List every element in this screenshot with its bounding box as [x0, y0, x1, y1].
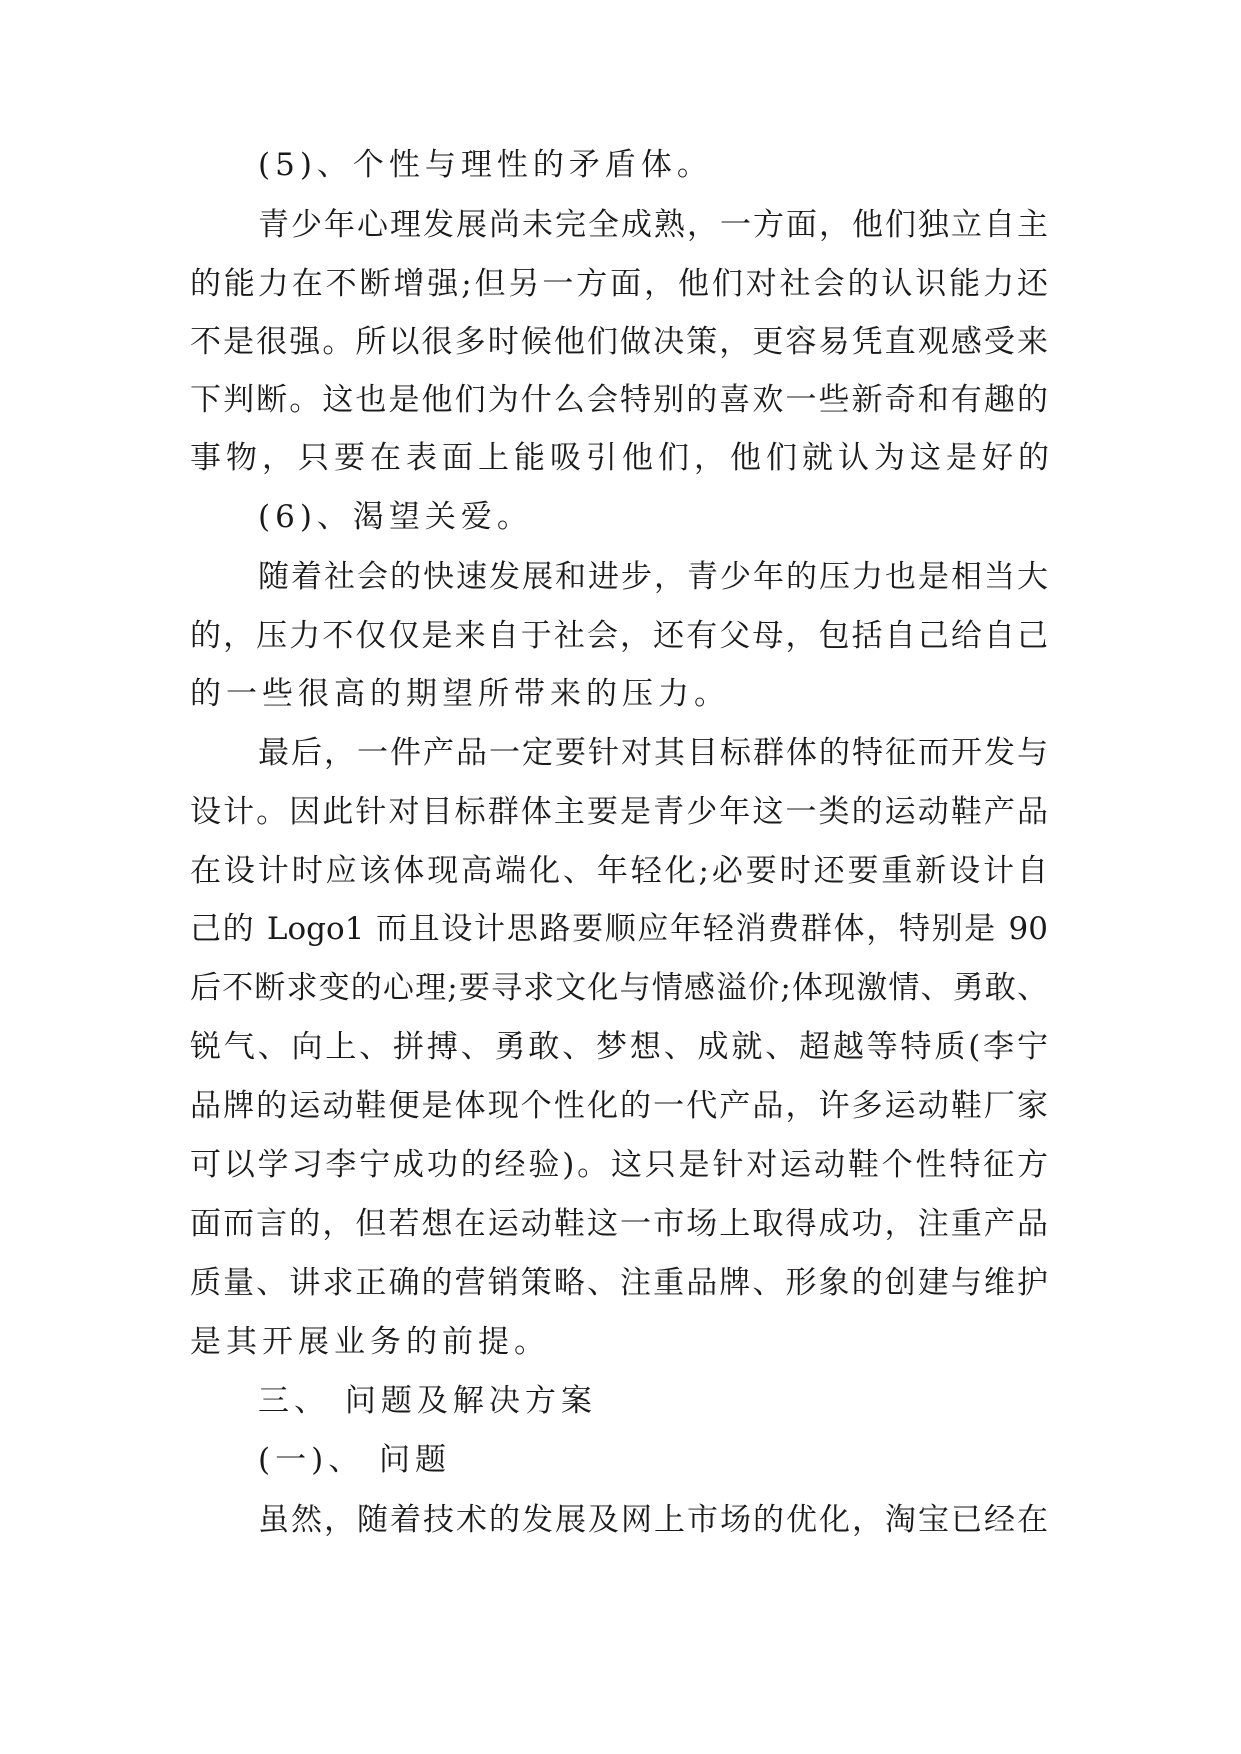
paragraph-line: 己的 Logo1 而且设计思路要顺应年轻消费群体，特别是 90 [190, 911, 1048, 947]
paragraph-line: 不是很强。所以很多时候他们做决策，更容易凭直观感受来 [190, 324, 1048, 360]
paragraph-line: 锐气、向上、拼搏、勇敢、梦想、成就、超越等特质(李宁 [190, 1029, 1048, 1065]
paragraph-line: 是其开展业务的前提。 [190, 1324, 550, 1360]
paragraph-line: 后不断求变的心理;要寻求文化与情感溢价;体现激情、勇敢、 [190, 970, 1048, 1006]
paragraph-line: 的能力在不断增强;但另一方面，他们对社会的认识能力还 [190, 266, 1048, 302]
section-heading: 三、 问题及解决方案 [258, 1383, 597, 1419]
paragraph-line: 品牌的运动鞋便是体现个性化的一代产品，许多运动鞋厂家 [190, 1088, 1048, 1124]
subsection-heading: (一)、 问题 [258, 1442, 452, 1478]
paragraph-line: 的一些很高的期望所带来的压力。 [190, 676, 730, 712]
paragraph-line: 质量、讲求正确的营销策略、注重品牌、形象的创建与维护 [190, 1265, 1048, 1301]
paragraph-line: 最后，一件产品一定要针对其目标群体的特征而开发与 [258, 735, 1048, 771]
heading-item-5: (5)、个性与理性的矛盾体。 [258, 147, 713, 183]
paragraph-line: 可以学习李宁成功的经验)。这只是针对运动鞋个性特征方 [190, 1147, 1048, 1183]
paragraph-line: 设计。因此针对目标群体主要是青少年这一类的运动鞋产品 [190, 794, 1048, 830]
paragraph-line: 的，压力不仅仅是来自于社会，还有父母，包括自己给自己 [190, 618, 1048, 654]
paragraph-line: 下判断。这也是他们为什么会特别的喜欢一些新奇和有趣的 [190, 382, 1048, 418]
paragraph-line: 在设计时应该体现高端化、年轻化;必要时还要重新设计自 [190, 853, 1048, 889]
paragraph-line: 青少年心理发展尚未完全成熟，一方面，他们独立自主 [258, 207, 1048, 243]
paragraph-line: 面而言的，但若想在运动鞋这一市场上取得成功，注重产品 [190, 1206, 1048, 1242]
paragraph-line: 虽然，随着技术的发展及网上市场的优化，淘宝已经在 [258, 1502, 1048, 1538]
paragraph-line: 随着社会的快速发展和进步，青少年的压力也是相当大 [258, 559, 1048, 595]
heading-item-6: (6)、渴望关爱。 [258, 499, 533, 535]
paragraph-line: 事物，只要在表面上能吸引他们，他们就认为这是好的 [190, 440, 1054, 476]
